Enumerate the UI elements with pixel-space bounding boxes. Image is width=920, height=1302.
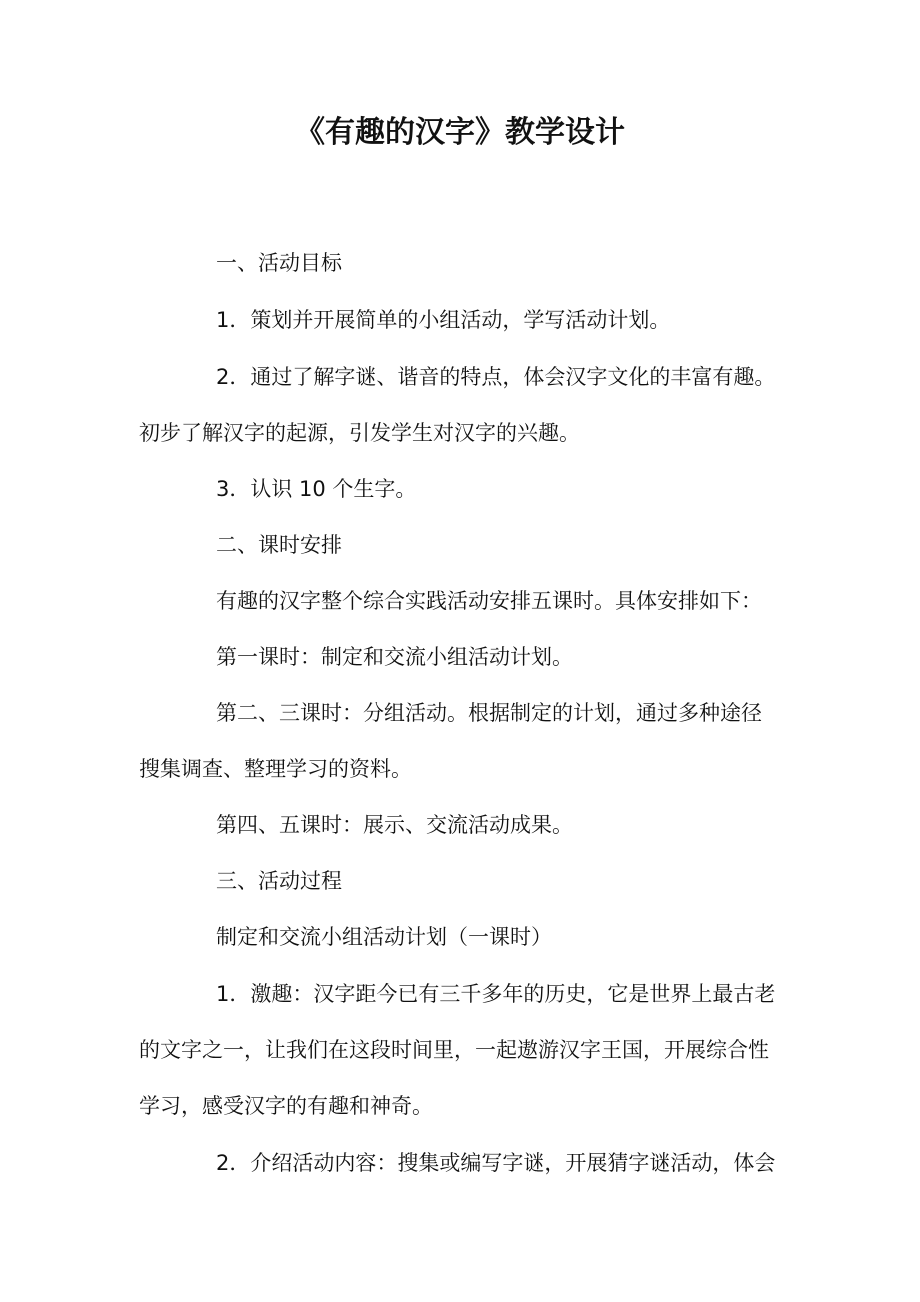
document-title: 《有趣的汉字》教学设计: [295, 115, 625, 150]
goal-item-1: 1．策划并开展简单的小组活动，学写活动计划。: [216, 308, 671, 332]
process-item-2: 2．介绍活动内容：搜集或编写字谜，开展猜字谜活动，体会: [216, 1151, 776, 1175]
schedule-intro: 有趣的汉字整个综合实践活动安排五课时。具体安排如下：: [216, 589, 762, 613]
section-heading-goals: 一、活动目标: [216, 251, 342, 275]
section-heading-process: 三、活动过程: [216, 869, 342, 893]
process-item-1: 1．激趣：汉字距今已有三千多年的历史，它是世界上最古老: [216, 982, 776, 1006]
schedule-lesson-2-3-continued: 搜集调查、整理学习的资料。: [139, 757, 412, 781]
schedule-lesson-4-5: 第四、五课时：展示、交流活动成果。: [216, 813, 573, 837]
goal-item-3: 3．认识 10 个生字。: [216, 477, 417, 501]
process-subheading: 制定和交流小组活动计划（一课时）: [216, 925, 552, 949]
schedule-lesson-2-3: 第二、三课时：分组活动。根据制定的计划，通过多种途径: [216, 701, 762, 725]
section-heading-schedule: 二、课时安排: [216, 533, 342, 557]
schedule-lesson-1: 第一课时：制定和交流小组活动计划。: [216, 645, 573, 669]
process-item-1-continued: 的文字之一，让我们在这段时间里，一起遨游汉字王国，开展综合性: [139, 1038, 769, 1062]
goal-item-2: 2．通过了解字谜、谐音的特点，体会汉字文化的丰富有趣。: [216, 365, 776, 389]
goal-item-2-continued: 初步了解汉字的起源，引发学生对汉字的兴趣。: [139, 421, 580, 445]
process-item-1-end: 学习，感受汉字的有趣和神奇。: [139, 1094, 433, 1118]
